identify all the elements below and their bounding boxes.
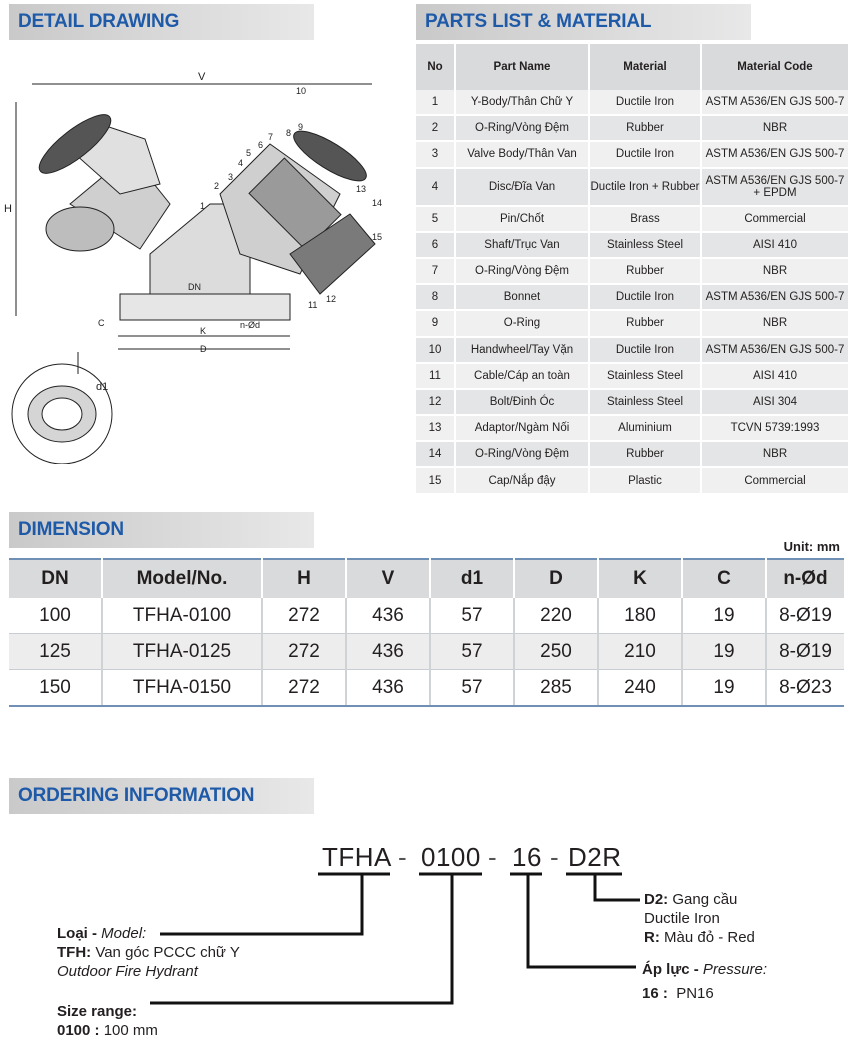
table-cell: 285: [514, 670, 598, 707]
table-cell: 240: [598, 670, 682, 707]
table-cell: Valve Body/Thân Van: [455, 141, 589, 167]
table-cell: TFHA-0150: [102, 670, 262, 707]
callout-10: 10: [296, 86, 307, 96]
dim-col-k: K: [598, 559, 682, 598]
parts-table: [416, 44, 850, 495]
table-cell: 19: [682, 598, 766, 634]
table-cell: Commercial: [701, 467, 849, 493]
table-row: [9, 670, 844, 707]
order-code-sep: -: [398, 842, 408, 872]
table-row: [416, 206, 849, 232]
dim-col-h: H: [262, 559, 346, 598]
table-cell: 19: [682, 634, 766, 670]
label-h: H: [4, 203, 12, 215]
parts-col-name: Part Name: [455, 44, 589, 90]
table-cell: Handwheel/Tay Vặn: [455, 337, 589, 363]
table-cell: NBR: [701, 115, 849, 141]
table-row: [416, 441, 849, 467]
table-cell: 57: [430, 634, 514, 670]
label-dn: DN: [188, 282, 201, 292]
parts-col-code: Material Code: [701, 44, 849, 90]
table-cell: Ductile Iron: [589, 141, 701, 167]
table-cell: TFHA-0100: [102, 598, 262, 634]
table-cell: 2: [416, 115, 455, 141]
callout-1: 1: [200, 201, 206, 211]
ordering-header: ORDERING INFORMATION: [9, 778, 314, 814]
dim-col-c: C: [682, 559, 766, 598]
table-cell: 12: [416, 389, 455, 415]
parts-col-no: No: [416, 44, 455, 90]
table-cell: Disc/Đĩa Van: [455, 168, 589, 206]
table-cell: 3: [416, 141, 455, 167]
table-cell: Y-Body/Thân Chữ Y: [455, 90, 589, 115]
table-cell: 9: [416, 310, 455, 336]
table-cell: NBR: [701, 258, 849, 284]
table-cell: 272: [262, 634, 346, 670]
callout-2: 2: [214, 181, 220, 191]
label-nod: n-Ød: [240, 320, 261, 330]
table-cell: 150: [9, 670, 102, 707]
table-cell: AISI 304: [701, 389, 849, 415]
table-cell: 125: [9, 634, 102, 670]
unit-label: Unit: mm: [783, 539, 840, 554]
pressure-label: Áp lực - Pressure: 16 : PN16: [642, 961, 768, 1002]
size-label: Size range: 0100 : 100 mm: [57, 1003, 158, 1039]
table-cell: 19: [682, 670, 766, 707]
table-row: [416, 363, 849, 389]
table-cell: 8: [416, 284, 455, 310]
detail-drawing-header: DETAIL DRAWING: [9, 4, 314, 40]
table-cell: O-Ring/Vòng Đệm: [455, 115, 589, 141]
dim-col-nod: n-Ød: [766, 559, 844, 598]
callout-7: 7: [268, 132, 274, 142]
label-d: D: [200, 344, 207, 354]
label-d1: d1: [96, 381, 109, 393]
table-cell: ASTM A536/EN GJS 500-7: [701, 141, 849, 167]
dim-col-model: Model/No.: [102, 559, 262, 598]
callout-15: 15: [372, 232, 383, 242]
table-cell: Aluminium: [589, 415, 701, 441]
callout-11: 11: [308, 300, 318, 310]
table-cell: 8-Ø23: [766, 670, 844, 707]
table-cell: Ductile Iron + Rubber: [589, 168, 701, 206]
table-row: [416, 115, 849, 141]
table-cell: Stainless Steel: [589, 232, 701, 258]
table-row: [416, 389, 849, 415]
valve-detail-drawing: [0, 44, 400, 464]
dim-col-dn: DN: [9, 559, 102, 598]
order-code-sep: -: [550, 842, 560, 872]
table-cell: Pin/Chốt: [455, 206, 589, 232]
callout-12: 12: [326, 294, 337, 304]
parts-col-material: Material: [589, 44, 701, 90]
table-row: [416, 90, 849, 115]
table-cell: 10: [416, 337, 455, 363]
table-cell: NBR: [701, 310, 849, 336]
flange: [120, 294, 290, 320]
dimension-table: [9, 558, 844, 707]
label-v: V: [198, 71, 206, 83]
table-cell: Brass: [589, 206, 701, 232]
table-cell: Rubber: [589, 441, 701, 467]
table-row: [9, 634, 844, 670]
table-cell: NBR: [701, 441, 849, 467]
table-cell: AISI 410: [701, 232, 849, 258]
table-cell: TCVN 5739:1993: [701, 415, 849, 441]
table-cell: Rubber: [589, 258, 701, 284]
table-cell: Stainless Steel: [589, 389, 701, 415]
table-cell: 8-Ø19: [766, 634, 844, 670]
table-cell: 210: [598, 634, 682, 670]
callout-4: 4: [238, 158, 244, 168]
order-code-model: TFHA: [322, 842, 392, 872]
table-cell: 6: [416, 232, 455, 258]
table-row: [416, 232, 849, 258]
table-cell: Rubber: [589, 310, 701, 336]
table-row: [9, 598, 844, 634]
table-cell: Bonnet: [455, 284, 589, 310]
dim-col-d: D: [514, 559, 598, 598]
table-cell: Ductile Iron: [589, 90, 701, 115]
table-cell: 220: [514, 598, 598, 634]
table-cell: ASTM A536/EN GJS 500-7: [701, 284, 849, 310]
callout-3: 3: [228, 172, 234, 182]
table-cell: 272: [262, 670, 346, 707]
callout-13: 13: [356, 184, 367, 194]
table-cell: Adaptor/Ngàm Nối: [455, 415, 589, 441]
table-cell: 5: [416, 206, 455, 232]
table-cell: 436: [346, 598, 430, 634]
table-cell: ASTM A536/EN GJS 500-7 + EPDM: [701, 168, 849, 206]
callout-6: 6: [258, 140, 264, 150]
table-cell: 4: [416, 168, 455, 206]
label-k: K: [200, 326, 207, 336]
table-row: [416, 467, 849, 493]
table-cell: O-Ring/Vòng Đệm: [455, 441, 589, 467]
table-row: [416, 310, 849, 336]
table-cell: Plastic: [589, 467, 701, 493]
order-code-material: D2R: [568, 842, 622, 872]
table-cell: 7: [416, 258, 455, 284]
table-cell: Ductile Iron: [589, 337, 701, 363]
table-row: [416, 141, 849, 167]
parts-rows: [416, 90, 849, 494]
table-cell: 180: [598, 598, 682, 634]
table-cell: 11: [416, 363, 455, 389]
table-cell: Cap/Nắp đậy: [455, 467, 589, 493]
label-c: C: [98, 318, 105, 328]
dim-col-v: V: [346, 559, 430, 598]
table-cell: 100: [9, 598, 102, 634]
table-cell: 436: [346, 670, 430, 707]
callout-8: 8: [286, 128, 292, 138]
table-cell: 1: [416, 90, 455, 115]
dim-col-d1: d1: [430, 559, 514, 598]
callout-14: 14: [372, 198, 383, 208]
table-cell: TFHA-0125: [102, 634, 262, 670]
table-cell: 57: [430, 670, 514, 707]
table-row: [416, 337, 849, 363]
table-cell: O-Ring/Vòng Đệm: [455, 258, 589, 284]
table-cell: 272: [262, 598, 346, 634]
callout-5: 5: [246, 148, 252, 158]
order-code-size: 0100: [421, 842, 481, 872]
table-row: [416, 258, 849, 284]
table-cell: AISI 410: [701, 363, 849, 389]
table-cell: 13: [416, 415, 455, 441]
model-label: Loại - Model: TFH: Van góc PCCC chữ Y Outdoor Fire Hydrant: [57, 925, 240, 980]
table-cell: Ductile Iron: [589, 284, 701, 310]
dimension-header: DIMENSION: [9, 512, 314, 548]
table-cell: 250: [514, 634, 598, 670]
table-cell: Bolt/Đinh Óc: [455, 389, 589, 415]
order-code-sep: -: [488, 842, 498, 872]
table-row: [416, 415, 849, 441]
table-cell: 8-Ø19: [766, 598, 844, 634]
table-cell: Rubber: [589, 115, 701, 141]
table-cell: O-Ring: [455, 310, 589, 336]
table-row: [416, 284, 849, 310]
table-cell: Cable/Cáp an toàn: [455, 363, 589, 389]
parts-list-header: PARTS LIST & MATERIAL: [416, 4, 751, 40]
table-row: [416, 168, 849, 206]
table-cell: Stainless Steel: [589, 363, 701, 389]
table-cell: 14: [416, 441, 455, 467]
table-cell: 15: [416, 467, 455, 493]
table-cell: Shaft/Trục Van: [455, 232, 589, 258]
table-cell: 436: [346, 634, 430, 670]
table-cell: ASTM A536/EN GJS 500-7: [701, 337, 849, 363]
table-cell: 57: [430, 598, 514, 634]
table-cell: ASTM A536/EN GJS 500-7: [701, 90, 849, 115]
material-label: D2: Gang cầu Ductile Iron R: Màu đỏ - Red: [644, 891, 755, 946]
table-cell: Commercial: [701, 206, 849, 232]
callout-9: 9: [298, 122, 304, 132]
order-code-pressure: 16: [512, 842, 542, 872]
